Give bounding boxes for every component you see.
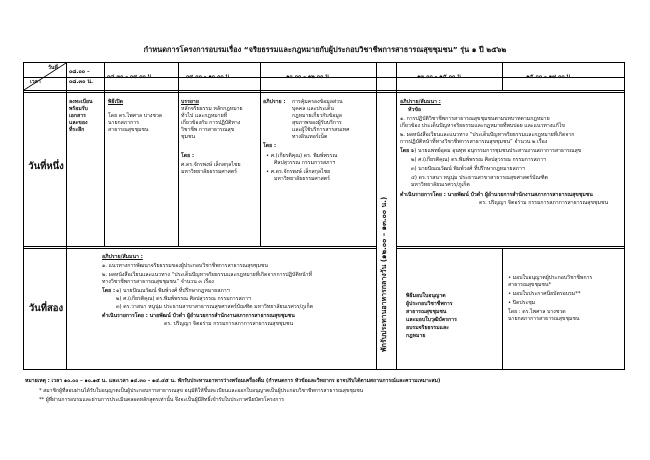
- day-divider-right-double: [396, 248, 624, 249]
- header-slot5: ๑๓.๐๐ – ๑๕.๐๐ น.: [417, 74, 463, 80]
- afternoon-speaker: ๔) ดร.วาสนา หนูนุ่ม ประธานสาขาสาธารณสุขศาสตร์บัณฑิต: [411, 175, 548, 181]
- closing-line: นายกสภาการสาธารณสุขชุมชน: [508, 316, 580, 322]
- registration-line: ลงทะเบียน: [69, 99, 93, 105]
- ceremony-line: กฎหมาย: [406, 333, 426, 339]
- afternoon-item: การปฏิบัติหน้าที่ทางวิชาชีพการสาธารณสุขชุมชน” จำนวน ๒ เรื่อง: [400, 139, 548, 145]
- afternoon-item: ๒. ผลหนังสือเวียนและแนวทาง “ประเด็นปัญหาจริยธรรมและกฎหมายที่เกิดจาก: [400, 132, 575, 138]
- col-rule-7: [502, 63, 503, 90]
- ceremony-line: สาธารณสุขชุมชน: [406, 309, 447, 315]
- lecture-line: ทั่วไป และกฎหมายที่: [181, 113, 228, 119]
- closing-line: • มอบใบประกาศนียบัตรอบรม**: [508, 291, 581, 297]
- opening-line: โดย ดร.ไพศาล บางชวด: [108, 113, 163, 119]
- ceremony-line: ผู้ประกอบวิชาชีพการ: [406, 301, 453, 307]
- afternoon-moderator: ดำเนินรายการโดย : นายพัฒน์ บัวดำ ผู้อำนวยการสำนักงานสภาการสาธารณสุขชุมชน: [400, 192, 593, 198]
- registration-line: พร้อมรับ: [69, 106, 88, 112]
- header-slot3: ๐๙.๐๐ – ๑๐.๐๐ น.: [186, 74, 232, 80]
- lecture-by: โดย :: [181, 153, 195, 159]
- discussion-panelist: • ศ.ดร.จักรพงษ์ เล็กสกุลไชย: [266, 169, 331, 175]
- discussion-line: ทางอินเทอร์เน็ต: [292, 134, 328, 140]
- day2-label: วันที่สอง: [28, 303, 64, 314]
- registration-line: เอกสาร: [69, 113, 86, 119]
- lecture-line: หลักจริยธรรม หลักกฎหมาย: [181, 106, 243, 112]
- day2-moderator: ดำเนินรายการโดย : นายพัฒน์ บัวดำ ผู้อำนวยการสำนักงานสภาการสาธารณสุขชุมชน: [102, 313, 295, 319]
- lecture-speaker: ศ.ดร.จักรพงษ์ เล็กสกุลไชย: [181, 162, 241, 168]
- day2-speaker: ๒) ศ.(เกียรติคุณ) ดร.พิมพ์พรรณ ศิลปสุวรรณ กรรมการสภาฯ: [116, 296, 251, 302]
- registration-line: และของ: [69, 120, 88, 126]
- day2-item: ๒. ผลหนังสือเวียนและแนวทาง “ประเด็นปัญหาจริยธรรมและกฎหมายที่เกิดจากการปฏิบัติหน้าที่: [102, 272, 313, 278]
- closing-line: สาธารณสุขชุมชน*: [508, 282, 552, 288]
- discussion-head: อภิปราย :: [263, 99, 286, 105]
- day2-item: ทางวิชาชีพการสาธารณสุขชุมชน” จำนวน ๓ เรื่อง: [102, 279, 214, 285]
- schedule-table: [23, 62, 625, 370]
- closing-line: • มอบใบอนุญาตผู้ประกอบวิชาชีพการ: [508, 275, 593, 281]
- col-rule-2: [104, 63, 105, 246]
- col-rule-4: [260, 63, 261, 246]
- discussion-panelist-role: ศิลปสุวรรณ กรรมการสภาฯ: [274, 160, 336, 166]
- header-slot1-start: ๐๘.๐๐ –: [69, 69, 90, 75]
- afternoon-head: อภิปราย/สัมมนา :: [400, 99, 441, 105]
- header-time: เวลา: [30, 79, 41, 85]
- day-divider-left-double: [24, 248, 376, 249]
- discussion-line: บุคคล และประเด็น: [292, 106, 334, 112]
- col-rule-5: [376, 63, 377, 369]
- header-slot2: ๐๘.๓๐ – ๐๙.๐๐ น.: [107, 74, 154, 80]
- discussion-line: การคุ้มครองข้อมูลส่วน: [292, 99, 343, 105]
- header-slot1-end: ๐๘.๓๐ น.: [69, 79, 94, 85]
- header-diagonal: [24, 63, 67, 91]
- day2-by: โดย :: [102, 288, 116, 294]
- afternoon-item: ๑. การปฏิบัติวิชาชีพการสาธารณสุขชุมชนตามบทบาทตามกฎหมาย: [400, 116, 550, 122]
- afternoon-topic: หัวข้อ: [408, 107, 421, 113]
- header-double-rule: [24, 92, 624, 93]
- col-rule-1: [66, 63, 67, 369]
- registration-line: ที่ระลึก: [69, 127, 85, 133]
- day-divider-left: [24, 246, 376, 247]
- day2-moderator-2: ดร. ปริญญา จิตอร่าม กรรมการสภาการสาธารณสุขชุมชน: [164, 321, 294, 327]
- ceremony-line: พิธีมอบใบอนุญาต: [406, 293, 446, 299]
- afternoon-moderator-2: ดร. ปริญญา จิตอร่าม กรรมการสภาการสาธารณสุขชุมชน: [479, 200, 609, 206]
- day1-label: วันที่หนึ่ง: [28, 161, 64, 172]
- discussion-line: กฎหมายเกี่ยวกับข้อมูล: [292, 113, 342, 119]
- discussion-line: และผู้ใช้บริการสารสนเทศ: [292, 127, 350, 133]
- afternoon-speaker-org: มหาวิทยาลัยนเรศวร/ภูเก็ต: [411, 182, 470, 188]
- header-day: วันที่: [48, 65, 58, 71]
- ceremony-line: อบรมจริยธรรมและ: [406, 325, 449, 331]
- afternoon-item: เกี่ยวข้อง ประเด็นปัญหาจริยธรรมและกฎหมายที่พบบ่อย และแนวทางแก้ไข: [400, 123, 565, 129]
- opening-line: นายกสภาการ: [108, 120, 139, 126]
- col-rule-6: [396, 63, 397, 369]
- col-rule-8: [502, 248, 503, 369]
- day-divider-right: [396, 246, 624, 247]
- lecture-line: เกี่ยวข้องกับ การปฏิบัติทาง: [181, 120, 241, 126]
- afternoon-by: โดย :: [400, 148, 414, 154]
- header-slot6: ๑๕.๐๐ – ๑๗.๐๐ น.: [526, 74, 573, 80]
- opening-head: พิธีเปิด: [108, 99, 124, 105]
- discussion-panelist-role: มหาวิทยาลัยธรรมศาสตร์: [274, 176, 330, 182]
- col-rule-3: [178, 63, 179, 246]
- note-1: * สมาชิกผู้ที่สอบผ่านได้รับใบอนุญาตเป็นผู้ประกอบการสาธารณสุข อนุมัติให้ขึ้นทะเบียนและออกใบอนุญาตเป็นผู้ประกอบวิชาชีพการสาธารณสุขชุมชน: [39, 388, 364, 394]
- lunch-break-label: พักรับประทานอาหารกลางวัน (๑๒.๐๐ – ๑๓.๐๐ น.): [380, 196, 388, 352]
- day2-speaker: ๑) นายปัณณวัฒน์ พิมพ์วงศ์ ที่ปรึกษากฎหมายสภาฯ: [116, 288, 230, 294]
- lecture-line: ชุมชน: [181, 134, 196, 140]
- discussion-line: สุขภาพของผู้รับบริการ: [292, 120, 342, 126]
- closing-line: โดย : ดร.ไพศาล บางชวด: [508, 309, 566, 315]
- header-bottom-rule: [24, 90, 624, 91]
- opening-line: สาธารณสุขชุมชน: [108, 127, 149, 133]
- day2-head: อภิปราย/สัมมนา :: [102, 254, 143, 260]
- afternoon-speaker: ๓) นายปัณณวัฒน์ พิมพ์วงศ์ ที่ปรึกษากฎหมายสภาฯ: [411, 166, 525, 172]
- note-2: ** ผู้ที่ผ่านการอบรมและผ่านการประเมินตลอดหลักสูตรเท่านั้น จึงจะเป็นผู้มีสิทธิ์เข้ารับใบประกาศนียบัตรโครงการ: [39, 397, 284, 403]
- afternoon-speaker: ๒) ศ.(เกียรติคุณ) ดร.พิมพ์พรรณ ศิลปสุวรรณ กรรมการสภาฯ: [411, 157, 546, 163]
- lecture-line: วิชาชีพ การสาธารณสุข: [181, 127, 235, 133]
- note-main: หมายเหตุ : เวลา ๑๐.๐๐ – ๑๐.๑๕ น. และเวลา ๑๔.๓๐ – ๑๔.๔๕ น. พักรับประทานอาหารว่างพร้อมเครื่องดื่ม (กำหนดการ หัวข้อและวิทยากร อาจปรับได้ตามสถานการณ์และความเหมาะสม): [25, 378, 441, 384]
- closing-line: • ปิดประชุม: [508, 300, 536, 306]
- discussion-by: โดย :: [263, 143, 277, 149]
- day2-speaker: ๓) ดร.วาสนา หนูนุ่ม ประธานสาขาสาธารณสุขศาสตร์บัณฑิต มหาวิทยาลัยนเรศวร/ภูเก็ต: [116, 304, 313, 310]
- page-title: กำหนดการโครงการอบรมเรื่อง “จริยธรรมและกฎหมายกับผู้ประกอบวิชาชีพการสาธารณสุขชุมชน” รุ่น ๑ ปี ๒๕๖๒: [143, 45, 507, 54]
- lecture-speaker-org: มหาวิทยาลัยธรรมศาสตร์: [181, 169, 237, 175]
- afternoon-speaker: ๑) นายแพทย์อุดม อุนทุพ อนุกรรมการชุมชนประสานงานสภาการสาธารณสุข: [411, 148, 582, 154]
- ceremony-line: และมอบใบวุฒิบัตรการ: [406, 317, 457, 323]
- discussion-panelist: • ศ.(เกียรติคุณ) ดร. พิมพ์พรรณ: [266, 153, 338, 159]
- lecture-head: บรรยาย: [181, 99, 199, 105]
- header-slot4: ๑๐.๐๐ – ๑๒.๐๐ น.: [286, 74, 332, 80]
- day2-item: ๑. แนวทางการพัฒนาจริยธรรมของผู้ประกอบวิชาชีพการสาธารณสุขชุมชน: [102, 263, 268, 269]
